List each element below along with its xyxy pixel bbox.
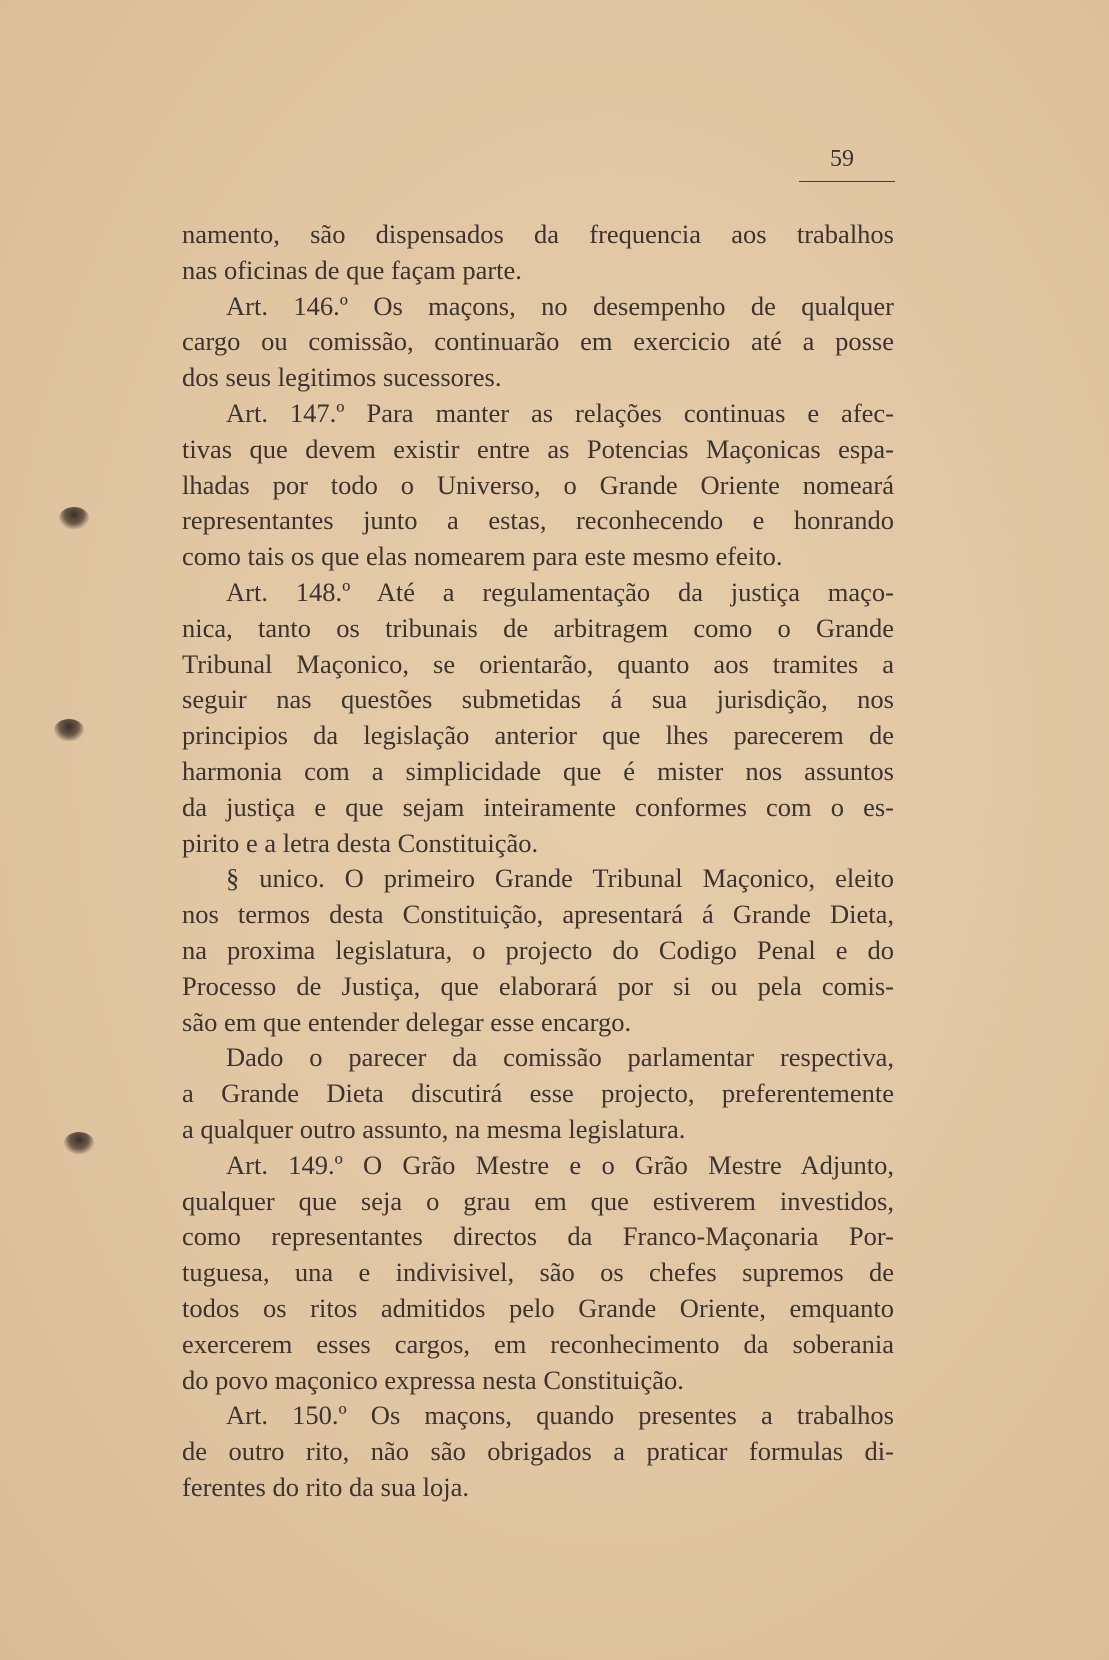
paragraph xyxy=(182,861,894,1040)
text-line: a qualquer outro assunto, na mesma legislatura. xyxy=(182,1113,686,1144)
text-line: seguir nas questões submetidas á sua jurisdição, nos xyxy=(182,684,894,715)
text-line: Dado o parecer da comissão parlamentar respectiva, xyxy=(226,1042,894,1073)
text-line: da justiça e que sejam inteiramente conformes com o es- xyxy=(182,791,894,822)
text-line: de outro rito, não são obrigados a praticar formulas di- xyxy=(182,1436,894,1467)
body-text xyxy=(182,217,894,1506)
text-line: exercerem esses cargos, em reconhecimento da soberania xyxy=(182,1328,894,1359)
text-line: ferentes do rito da sua loja. xyxy=(182,1471,469,1502)
page-number: 59 xyxy=(830,146,854,172)
text-line: dos seus legitimos sucessores. xyxy=(182,362,502,393)
text-line: qualquer que seja o grau em que estiverem investidos, xyxy=(182,1185,894,1216)
text-line: principios da legislação anterior que lhes parecerem de xyxy=(182,720,894,751)
paragraph xyxy=(182,396,894,575)
text-line: tivas que devem existir entre as Potencias Maçonicas espa- xyxy=(182,433,894,464)
text-line: Art. 149.º O Grão Mestre e o Grão Mestre Adjunto, xyxy=(226,1149,894,1180)
text-line: como representantes directos da Franco-Maçonaria Por- xyxy=(182,1221,894,1252)
binding-hole-mark xyxy=(59,507,89,529)
text-line: namento, são dispensados da frequencia aos trabalhos xyxy=(182,219,894,249)
text-line: pirito e a letra desta Constituição. xyxy=(182,827,539,858)
text-line: Processo de Justiça, que elaborará por si ou pela comis- xyxy=(182,970,894,1001)
paragraph xyxy=(182,289,894,396)
text-line: a Grande Dieta discutirá esse projecto, preferentemente xyxy=(182,1078,894,1109)
text-line: na proxima legislatura, o projecto do Codigo Penal e do xyxy=(182,934,894,965)
page-number-rule xyxy=(799,181,895,182)
text-line: como tais os que elas nomearem para este mesmo efeito. xyxy=(182,541,783,572)
paragraph xyxy=(182,1040,894,1147)
text-line: harmonia com a simplicidade que é mister nos assuntos xyxy=(182,755,894,786)
text-line: cargo ou comissão, continuarão em exercicio até a posse xyxy=(182,326,894,357)
text-line: Art. 150.º Os maçons, quando presentes a trabalhos xyxy=(226,1400,894,1431)
text-line: do povo maçonico expressa nesta Constituição. xyxy=(182,1364,684,1395)
paragraph xyxy=(182,217,894,289)
text-line: Art. 147.º Para manter as relações continuas e afec- xyxy=(226,397,894,428)
text-line: nos termos desta Constituição, apresentará á Grande Dieta, xyxy=(182,899,894,930)
text-line: nas oficinas de que façam parte. xyxy=(182,254,522,285)
text-line: Art. 148.º Até a regulamentação da justiça maço- xyxy=(226,576,894,607)
paragraph xyxy=(182,1398,894,1505)
text-line: tuguesa, una e indivisivel, são os chefes supremos de xyxy=(182,1257,894,1288)
text-line: representantes junto a estas, reconhecendo e honrando xyxy=(182,505,894,536)
text-line: são em que entender delegar esse encargo. xyxy=(182,1006,632,1037)
text-line: § unico. O primeiro Grande Tribunal Maçonico, eleito xyxy=(226,863,894,894)
text-line: todos os ritos admitidos pelo Grande Oriente, emquanto xyxy=(182,1292,894,1323)
binding-hole-mark xyxy=(64,1132,94,1154)
paragraph xyxy=(182,575,894,861)
text-line: Tribunal Maçonico, se orientarão, quanto aos tramites a xyxy=(182,648,894,679)
text-line: Art. 146.º Os maçons, no desempenho de qualquer xyxy=(226,290,894,321)
paragraph xyxy=(182,1148,894,1399)
text-line: lhadas por todo o Universo, o Grande Oriente nomeará xyxy=(182,469,894,500)
text-line: nica, tanto os tribunais de arbitragem como o Grande xyxy=(182,612,894,643)
binding-hole-mark xyxy=(54,719,84,741)
